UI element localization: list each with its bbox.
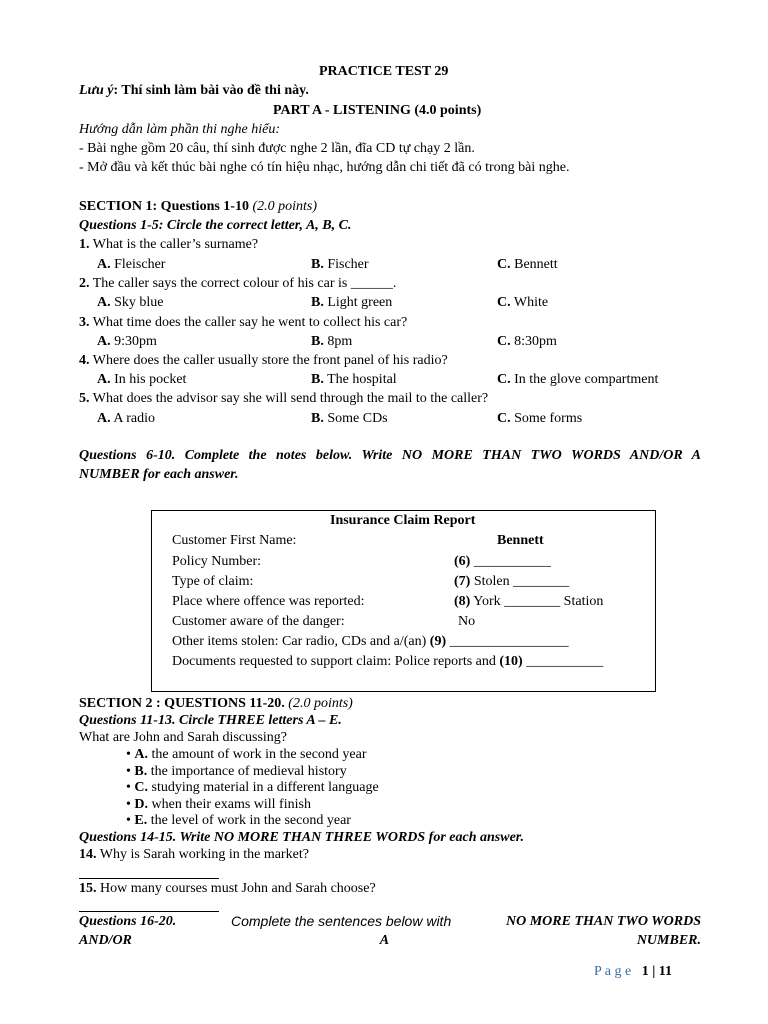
question-text: What is the caller’s surname? <box>92 237 259 252</box>
option-text: In his pocket <box>114 372 187 387</box>
report-policy-label: Policy Number: <box>172 554 262 569</box>
q3-option-c <box>497 333 557 350</box>
answer-blank: York ________ Station <box>470 594 604 609</box>
report-claim-type-answer[interactable] <box>454 573 569 590</box>
question-text: How many courses must John and Sarah choose? <box>100 881 376 896</box>
page-separator: | <box>648 964 659 979</box>
q2-option-a <box>97 294 164 311</box>
option-d[interactable]: • D. when their exams will finish <box>126 797 311 812</box>
answer-line-15[interactable] <box>79 911 219 912</box>
part-a-heading: PART A - LISTENING (4.0 points) <box>273 103 482 118</box>
report-place-answer[interactable] <box>454 593 603 610</box>
option-text: Bennett <box>514 257 558 272</box>
question-text: What time does the caller say he went to collect his car? <box>92 315 408 330</box>
answer-number: (7) <box>454 574 471 589</box>
option-letter: A. <box>134 747 149 762</box>
option-letter: C. <box>497 334 511 349</box>
option-text: The hospital <box>327 372 397 387</box>
instruction-16-20-line1 <box>79 913 701 930</box>
report-title: Insurance Claim Report <box>330 513 476 528</box>
option-letter: C. <box>497 295 511 310</box>
option-letter: A. <box>97 372 111 387</box>
q3-option-a <box>97 333 157 350</box>
report-policy-answer[interactable] <box>454 553 551 570</box>
question-11-13: What are John and Sarah discussing? <box>79 730 287 745</box>
answer-number: (6) <box>454 554 471 569</box>
page-number: 1 <box>641 964 649 979</box>
q2-option-c <box>497 294 548 311</box>
question-number: 4. <box>79 353 90 368</box>
option-a[interactable]: • A. the amount of work in the second year <box>126 747 367 762</box>
section2-heading: SECTION 2 : QUESTIONS 11-20. <box>79 696 285 711</box>
q1-option-a <box>97 256 165 273</box>
option-letter: B. <box>311 257 324 272</box>
option-letter: B. <box>311 295 324 310</box>
option-letter: A. <box>97 295 111 310</box>
option-text: when their exams will finish <box>151 797 311 812</box>
note-label: Lưu ý <box>79 83 114 98</box>
section1-heading: SECTION 1: Questions 1-10 <box>79 199 249 214</box>
guide-title: Hướng dẫn làm phần thi nghe hiểu: <box>79 122 280 137</box>
option-letter: B. <box>311 334 324 349</box>
option-text: A radio <box>113 411 155 426</box>
option-letter: C. <box>497 257 511 272</box>
q5-option-a <box>97 410 155 427</box>
answer-blank: _________________ <box>446 634 569 649</box>
question-text: Why is Sarah working in the market? <box>99 847 309 862</box>
q5-option-b <box>311 410 388 427</box>
report-aware-label: Customer aware of the danger: <box>172 614 345 629</box>
instruction-1-5: Questions 1-5: Circle the correct letter, A, B, C. <box>79 218 352 233</box>
page-total: 11 <box>658 964 673 979</box>
instruction-6-10-line2: NUMBER for each answer. <box>79 467 239 482</box>
report-documents-label: Documents requested to support claim: Police reports and <box>172 654 500 669</box>
page-title: PRACTICE TEST 29 <box>319 64 449 79</box>
instruction-16-20-caps: NO MORE THAN TWO WORDS <box>506 914 701 929</box>
answer-number: (9) <box>429 634 447 649</box>
option-letter: A. <box>97 334 111 349</box>
option-text: 9:30pm <box>114 334 157 349</box>
question-number: 15. <box>79 881 97 896</box>
option-text: White <box>513 295 549 310</box>
option-text: Fischer <box>327 257 369 272</box>
section1-heading-line <box>79 198 317 215</box>
page-label: P a g e <box>594 964 632 979</box>
answer-blank: ___________ <box>470 554 551 569</box>
instruction-14-15: Questions 14-15. Write NO MORE THAN THREE WORDS for each answer. <box>79 830 524 845</box>
option-text: Some forms <box>514 411 583 426</box>
q3-option-b <box>311 333 352 350</box>
answer-line-14[interactable] <box>79 878 219 879</box>
question-3 <box>79 314 407 331</box>
instruction-11-13: Questions 11-13. Circle THREE letters A – E. <box>79 713 342 728</box>
note-line <box>79 82 309 99</box>
option-text: 8pm <box>327 334 353 349</box>
section1-points: (2.0 points) <box>252 199 318 214</box>
option-letter: E. <box>134 813 148 828</box>
question-5 <box>79 390 488 407</box>
option-letter: A. <box>97 257 111 272</box>
guide-line-2: - Mở đầu và kết thúc bài nghe có tín hiệu nhạc, hướng dẫn chi tiết đã có trong bài nghe. <box>79 160 570 175</box>
page-footer <box>594 963 672 980</box>
answer-number: (8) <box>454 594 471 609</box>
report-documents[interactable] <box>172 653 603 670</box>
option-b[interactable]: • B. the importance of medieval history <box>126 764 347 779</box>
answer-blank: ___________ <box>522 654 604 669</box>
question-2 <box>79 275 396 292</box>
option-letter: D. <box>134 797 149 812</box>
option-e[interactable]: • E. the level of work in the second year <box>126 813 351 828</box>
question-4 <box>79 352 448 369</box>
question-number: 2. <box>79 276 90 291</box>
instruction-16-20-line2 <box>79 932 701 949</box>
option-text: Fleischer <box>114 257 166 272</box>
q1-option-c <box>497 256 558 273</box>
option-text: studying material in a different language <box>151 780 379 795</box>
q5-option-c <box>497 410 582 427</box>
option-letter: B. <box>311 411 324 426</box>
section2-points: (2.0 points) <box>288 696 353 711</box>
option-text: Sky blue <box>114 295 164 310</box>
instruction-16-20-andor: AND/OR <box>79 933 132 948</box>
option-text: the importance of medieval history <box>150 764 347 779</box>
option-text: Some CDs <box>327 411 388 426</box>
question-number: 5. <box>79 391 90 406</box>
instruction-16-20-text: Complete the sentences below with <box>231 913 452 929</box>
q4-option-a <box>97 371 186 388</box>
option-text: Light green <box>327 295 393 310</box>
option-letter: C. <box>497 372 511 387</box>
report-place-label: Place where offence was reported: <box>172 594 365 609</box>
option-letter: C. <box>497 411 511 426</box>
question-text: The caller says the correct colour of his car is ______. <box>92 276 397 291</box>
report-first-name-label: Customer First Name: <box>172 533 297 548</box>
option-text: the level of work in the second year <box>150 813 351 828</box>
option-letter: C. <box>134 780 149 795</box>
instruction-16-20-label: Questions 16-20. <box>79 914 177 929</box>
option-letter: A. <box>97 411 111 426</box>
question-number: 1. <box>79 237 90 252</box>
question-text: What does the advisor say she will send through the mail to the caller? <box>92 391 489 406</box>
answer-number: (10) <box>499 654 523 669</box>
report-first-name-value: Bennett <box>497 533 544 548</box>
q1-option-b <box>311 256 369 273</box>
instruction-6-10-line1: Questions 6-10. Complete the notes below. Write NO MORE THAN TWO WORDS AND/OR A <box>79 448 701 463</box>
report-other-items[interactable] <box>172 633 569 650</box>
q2-option-b <box>311 294 392 311</box>
report-aware-value: No <box>458 614 476 629</box>
question-number: 14. <box>79 847 97 862</box>
question-number: 3. <box>79 315 90 330</box>
option-text: In the glove compartment <box>514 372 659 387</box>
answer-blank: Stolen ________ <box>470 574 570 589</box>
option-text: 8:30pm <box>514 334 557 349</box>
instruction-16-20-a: A <box>379 933 390 948</box>
option-text: the amount of work in the second year <box>151 747 367 762</box>
question-14 <box>79 846 309 863</box>
option-letter: B. <box>311 372 324 387</box>
question-15 <box>79 880 376 897</box>
option-c[interactable]: • C. studying material in a different language <box>126 780 379 795</box>
report-other-items-label: Other items stolen: Car radio, CDs and a/(an) <box>172 634 430 649</box>
q4-option-c <box>497 371 658 388</box>
report-claim-type-label: Type of claim: <box>172 574 254 589</box>
instruction-16-20-number: NUMBER. <box>636 933 701 948</box>
option-letter: B. <box>134 764 148 779</box>
q4-option-b <box>311 371 397 388</box>
question-text: Where does the caller usually store the front panel of his radio? <box>92 353 448 368</box>
note-text: : Thí sinh làm bài vào đề thi này. <box>113 83 309 98</box>
section2-heading-line <box>79 695 353 712</box>
guide-line-1: - Bài nghe gồm 20 câu, thí sinh được nghe 2 lần, đĩa CD tự chạy 2 lần. <box>79 141 475 156</box>
question-1 <box>79 236 258 253</box>
